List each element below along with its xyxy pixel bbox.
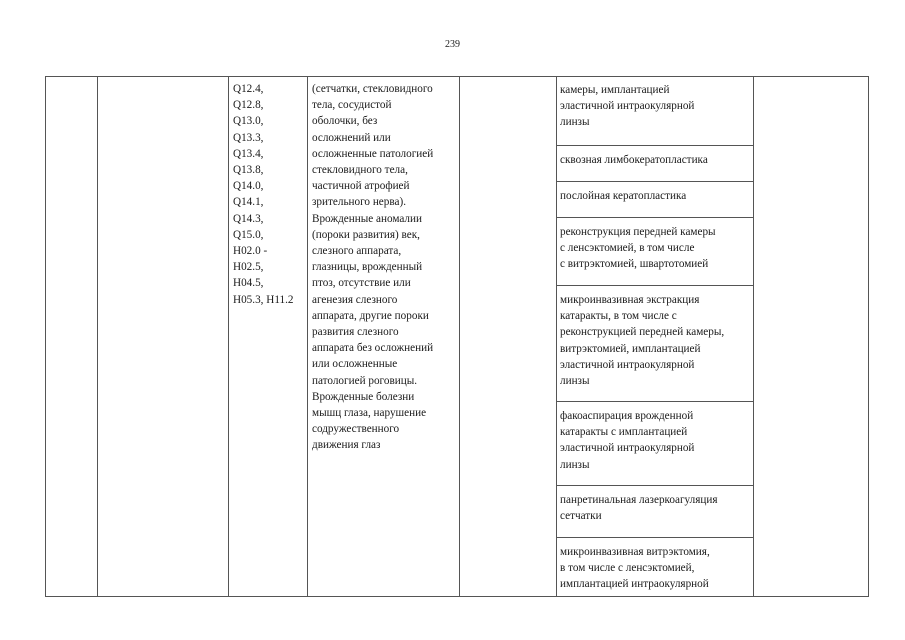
diagnosis-description: (сетчатки, стекловидного тела, сосудистой оболочки, без осложнений или осложненные патологией стекловидного тела, частичной атрофией зрительного нерва). Врожденные аномалии (пороки развития) век, слезного аппарата, глазницы, врожденный птоз, отсутствие или агенезия слезного аппарата, другие пороки развития слезного аппарата без осложнений или осложненные патологией роговицы. Врожденные болезни мышц глаза, нарушение содружественного движения глаз [312, 83, 434, 452]
profile-cell [98, 77, 229, 597]
method-divider [557, 285, 753, 286]
price-cell [754, 77, 869, 597]
method-divider [557, 401, 753, 402]
page-number: 239 [445, 39, 460, 50]
services-table [45, 76, 869, 597]
method-item: послойная кератопластика [560, 190, 687, 202]
method-item: панретинальная лазеркоагуляция сетчатки [560, 494, 718, 523]
diagnosis-cell [308, 77, 460, 597]
method-item: камеры, имплантацией эластичной интраокулярной линзы [560, 84, 695, 129]
method-divider [557, 217, 753, 218]
treatment-type-cell [460, 77, 557, 597]
method-divider [557, 485, 753, 486]
method-item: микроинвазивная витрэктомия, в том числе с ленсэктомией, имплантацией интраокулярной [560, 546, 710, 591]
method-item: микроинвазивная экстракция катаракты, в том числе с реконструкцией передней камеры, витрэктомией, имплантацией эластичной интраокулярной линзы [560, 294, 725, 388]
method-item: сквозная лимбокератопластика [560, 154, 708, 166]
row-number-cell [46, 77, 98, 597]
method-divider [557, 537, 753, 538]
icd-codes: Q12.4, Q12.8, Q13.0, Q13.3, Q13.4, Q13.8, Q14.0, Q14.1, Q14.3, Q15.0, H02.0 - H02.5, H04.5, H05.3, H11.2 [233, 83, 294, 306]
method-item: реконструкция передней камеры с ленсэктомией, в том числе с витрэктомией, швартотомией [560, 226, 716, 271]
method-item: факоаспирация врожденной катаракты с имплантацией эластичной интраокулярной линзы [560, 410, 695, 471]
treatment-methods-cell [557, 77, 754, 597]
icd-codes-cell [229, 77, 308, 597]
table-row [46, 77, 869, 597]
method-divider [557, 181, 753, 182]
method-divider [557, 145, 753, 146]
